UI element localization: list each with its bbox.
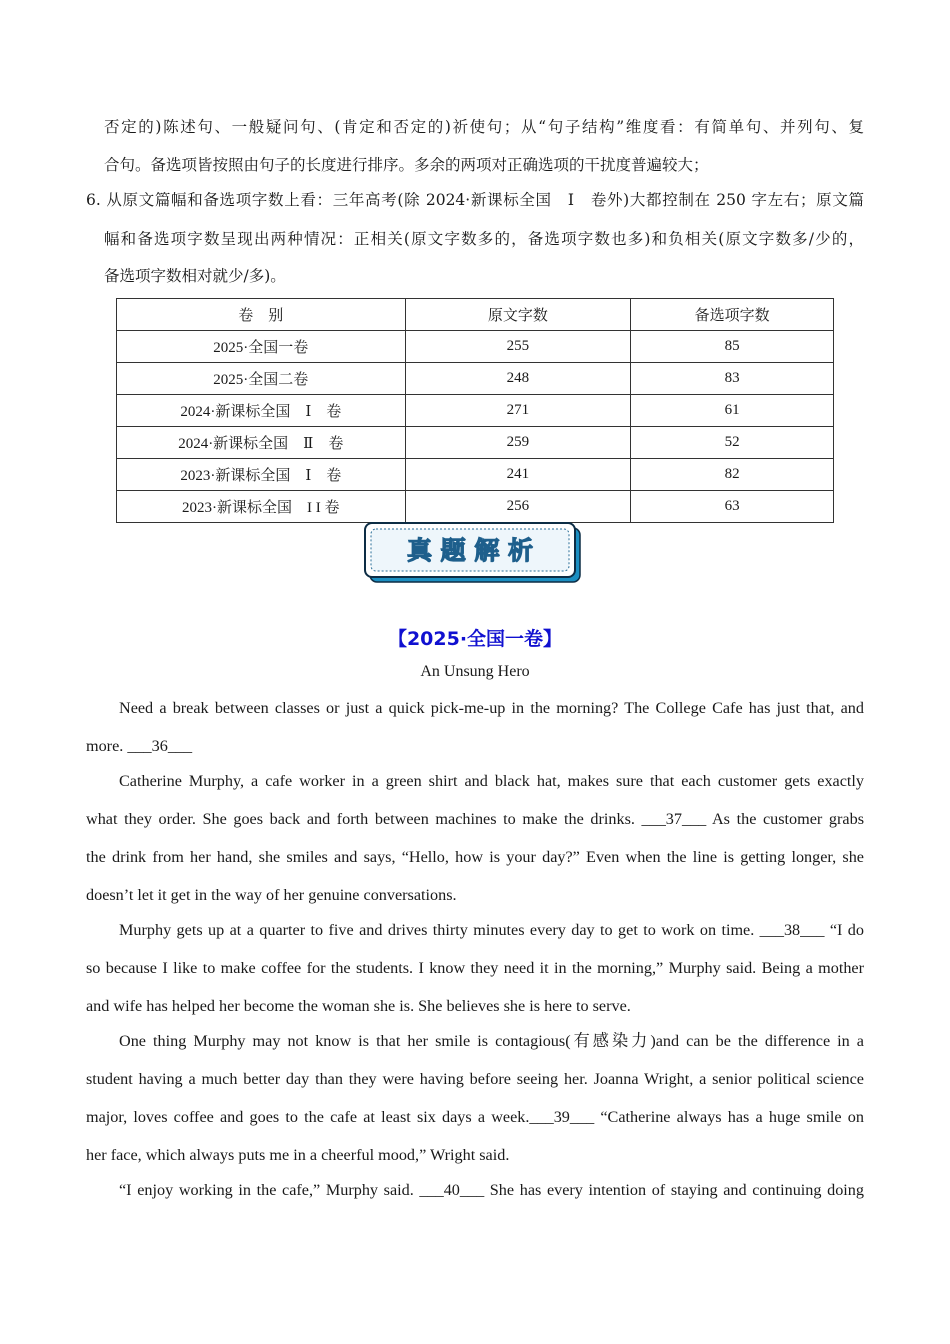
article-line: more. ___36___ (86, 737, 193, 755)
article-line: Need a break between classes or just a quick pick-me-up in the morning? The College Cafe has just that, and (119, 699, 864, 717)
header-paper: 卷 别 (117, 299, 406, 331)
article-line: Murphy gets up at a quarter to five and drives thirty minutes every day to get to work on time. ___38___ “I do (119, 921, 864, 939)
article-line: and wife has helped her become the woman she is. She believes she is here to serve. (86, 997, 631, 1015)
cell-text-count: 255 (405, 331, 631, 363)
note-6-line-1: 6. 从原文篇幅和备选项字数上看：三年高考(除 2024·新课标全国 Ⅰ 卷外)大都控制在 250 字左右；原文篇 (86, 191, 864, 209)
table-row (117, 459, 834, 491)
cell-option-count: 52 (631, 427, 834, 459)
article-line: doesn’t let it get in the way of her genuine conversations. (86, 886, 457, 904)
article-title: An Unsung Hero (420, 663, 530, 680)
word-count-table (116, 298, 834, 523)
cell-text-count: 259 (405, 427, 631, 459)
article-line: One thing Murphy may not know is that her smile is contagious(有感染力)and can be the difference in a (119, 1032, 864, 1050)
cell-text-count: 248 (405, 363, 631, 395)
header-text-count: 原文字数 (405, 299, 631, 331)
table-row (117, 363, 834, 395)
cell-paper: 2023·新课标全国 Ⅰ 卷 (117, 459, 406, 491)
table-row (117, 427, 834, 459)
article-line: Catherine Murphy, a cafe worker in a green shirt and black hat, makes sure that each customer gets exactly (119, 772, 864, 790)
cell-text-count: 271 (405, 395, 631, 427)
table-header-row (117, 299, 834, 331)
exam-analysis-banner (364, 522, 582, 584)
article-line: major, loves coffee and goes to the cafe at least six days a week.___39___ “Catherine always has a huge smile on (86, 1108, 864, 1126)
article-line: student having a much better day than they were having before seeing her. Joanna Wright, a senior political science (86, 1070, 864, 1088)
cell-paper: 2025·全国二卷 (117, 363, 406, 395)
cell-option-count: 63 (631, 491, 834, 523)
cell-option-count: 83 (631, 363, 834, 395)
article-line: what they order. She goes back and forth between machines to make the drinks. ___37___ As the customer grabs (86, 810, 864, 828)
header-option-count: 备选项字数 (631, 299, 834, 331)
cell-option-count: 61 (631, 395, 834, 427)
cell-paper: 2025·全国一卷 (117, 331, 406, 363)
cell-text-count: 256 (405, 491, 631, 523)
cell-paper: 2024·新课标全国 Ⅰ 卷 (117, 395, 406, 427)
table-row (117, 395, 834, 427)
note-5-line-2: 合句。备选项皆按照由句子的长度进行排序。多余的两项对正确选项的干扰度普遍较大； (104, 156, 709, 174)
note-6-line-3: 备选项字数相对就少/多)。 (104, 267, 286, 285)
article-line: her face, which always puts me in a cheerful mood,” Wright said. (86, 1146, 510, 1164)
cell-text-count: 241 (405, 459, 631, 491)
table-row (117, 331, 834, 363)
table-row (117, 491, 834, 523)
cell-paper: 2023·新课标全国 I I 卷 (117, 491, 406, 523)
article-line: so because I like to make coffee for the students. I know they need it in the morning,” Murphy said. Being a mother (86, 959, 864, 977)
cell-option-count: 82 (631, 459, 834, 491)
note-5-line-1: 否定的)陈述句、一般疑问句、(肯定和否定的)祈使句；从“句子结构”维度看：有简单句、并列句、复 (104, 118, 864, 136)
cell-option-count: 85 (631, 331, 834, 363)
article-line: “I enjoy working in the cafe,” Murphy said. ___40___ She has every intention of staying and continuing doing (119, 1181, 864, 1199)
note-6-line-2: 幅和备选项字数呈现出两种情况：正相关(原文字数多的，备选项字数也多)和负相关(原文字数多/少的， (104, 230, 864, 248)
banner-text: 真 题 解 析 (406, 536, 534, 565)
article-line: the drink from her hand, she smiles and says, “Hello, how is your day?” Even when the line is getting longer, she (86, 848, 864, 866)
cell-paper: 2024·新课标全国 Ⅱ 卷 (117, 427, 406, 459)
section-title: 【2025·全国一卷】 (387, 628, 563, 650)
